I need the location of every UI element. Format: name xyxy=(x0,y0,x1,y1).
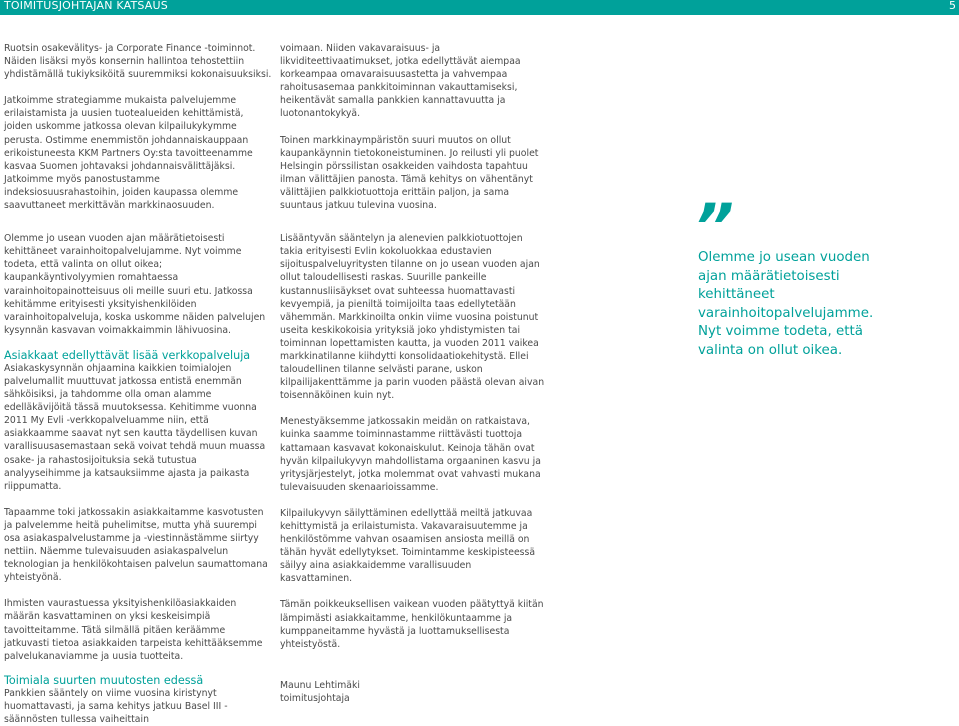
paragraph: Tämän poikkeuksellisen vaikean vuoden päätyttyä kiitän lämpimästi asiakkaitamme, henkilökuntaamme ja kumppaneitamme hyvästä ja luottamuksellisesta yhteistyöstä. xyxy=(280,599,544,650)
signature-name: Maunu Lehtimäki xyxy=(280,679,360,691)
page-number: 5 xyxy=(949,0,956,12)
pull-quote: Olemme jo usean vuoden ajan määrätietoisesti kehittäneet varainhoitopalvelujamme. Nyt voimme todeta, että valinta on ollut oikea. xyxy=(698,250,874,358)
paragraph: Asiakaskysynnän ohjaamina kaikkien toimialojen palvelumallit muuttuvat jatkossa entistä enemmän sähköisiksi, ja tahdomme olla oman alamme edelläkävijöitä tässä muutoksessa. Kehitimme vuonna 2011 My Evli -verkkopalveluamme niin, että asiakkaamme saavat nyt sen kautta täydellisen kuvan varallisuusasemastaan sekä voivat tehdä muun muassa osake- ja rahastosijoituksia sekä tutustua analyyseihimme ja katsauksiimme ajasta ja paikasta riippumatta. xyxy=(4,362,266,492)
paragraph: voimaan. Niiden vakavaraisuus- ja likviditeettivaatimukset, jotka edellyttävät aiempaa korkeampaa omavaraisuusastetta ja vahvempaa rahoitusasemaa pankkitoiminnan vakauttamiseksi, heikentävät samalla pankkien kannattavuutta ja luotonantokykyä. xyxy=(280,43,521,120)
paragraph: Jatkoimme strategiamme mukaista palvelujemme erilaistamista ja uusien tuotealueiden kehittämistä, joiden uskomme jatkossa olevan kilpailukykymme perusta. Ostimme enemmistön johdannaiskauppaan erikoistuneesta KKM Partners Oy:sta tavoitteenamme kasvaa Suomen johtavaksi johdannaisvälittäjäksi. Jatkoimme myös panostustamme indeksiosuusrahastoihin, joiden kaupassa olemme saavuttaneet merkittävän markkinaosuuden. xyxy=(4,95,253,212)
section-title: TOIMITUSJOHTAJAN KATSAUS xyxy=(4,0,168,12)
page-header xyxy=(0,0,959,15)
paragraph: Ihmisten vaurastuessa yksityishenkilöasiakkaiden määrän kasvattaminen on yksi keskeisimpiä tavoitteitamme. Tätä silmällä pitäen keräämme jatkuvasti tietoa asiakkaiden tarpeista kehittääksemme palvelukanaviamme ja uusia tuotteita. xyxy=(4,598,263,662)
paragraph: Tapaamme toki jatkossakin asiakkaitamme kasvotusten ja palvelemme heitä puhelimitse, mutta yhä suurempi osa asiakaspalvelustamme ja -viestinnästämme siirtyy nettiin. Näemme tulevaisuuden asiakaspalvelun teknologian ja henkilökohtaisen palvelun saumattomana yhteistyönä. xyxy=(4,506,268,584)
paragraph: Olemme jo usean vuoden ajan määrätietoisesti kehittäneet varainhoitopalvelujamme. Nyt voimme todeta, että valinta on ollut oikea; kaupankäyntivolyymien romahtaessa varainhoitopainotteisuus oli meille suuri etu. Jatkossa kehitämme erityisesti yksityishenkilöiden varainhoitopalveluja, koska uskomme näiden palvelujen kysynnän kasvavan voimakkaimmin lähivuosina. xyxy=(4,233,266,336)
text-column-middle xyxy=(280,42,546,705)
paragraph: Toinen markkinaympäristön suuri muutos on ollut kaupankäynnin tietokoneistuminen. Jo reilusti yli puolet Helsingin pörssilistan osakkeiden vaihdosta tapahtuu ilman välittäjien panosta. Tämä kehitys on vähentänyt välittäjien palkkiotuottoja erittäin paljon, ja sama suuntaus jatkuu tulevina vuosina. xyxy=(280,134,539,212)
paragraph: Pankkien sääntely on viime vuosina kiristynyt huomattavasti, ja sama kehitys jatkuu Basel III -säännösten tullessa vaiheittain xyxy=(4,687,228,726)
quote-marks-icon: ” xyxy=(694,190,730,263)
paragraph: Ruotsin osakevälitys- ja Corporate Finance -toiminnot. Näiden lisäksi myös konsernin hallintoa tehostettiin yhdistämällä tukiyksiköitä suuremmiksi kokonaisuuksiksi. xyxy=(4,43,272,81)
section-heading: Toimiala suurten muutosten edessä xyxy=(4,673,204,687)
paragraph: Kilpailukyvyn säilyttäminen edellyttää meiltä jatkuvaa kehittymistä ja erilaistumista. Vakavaraisuutemme ja henkilöstömme vahvan osaamisen ansiosta meillä on tähän hyvät edellytykset. Toimintamme keskipisteessä säilyy aina asiakkaidemme varallisuuden kasvattaminen. xyxy=(280,507,536,585)
paragraph: Lisääntyvän sääntelyn ja alenevien palkkiotuottojen takia erityisesti Evlin kokoluokkaa edustavien sijoituspalveluyritysten tilanne on jo usean vuoden ajan ollut taloudellisesti raskas. Suurille pankeille kustannusliisäykset ovat suhteessa huomattavasti kevyempiä, ja pieniltä toimijoilta taas edellytetään vähemmän. Markkinoilta onkin viime vuosina poistunut useita keskikokoisia yrityksiä joko yhdistymisten tai toiminnan lopettamisten kautta, ja vuoden 2011 vaikea markkinatilanne kiihdytti konsolidaatiokehitystä. Ellei taloudellinen tilanne selvästi parane, uskon kilpailijakenttämme ja parin vuoden päästä olevan aivan toisennäköinen kuin nyt. xyxy=(280,233,545,402)
paragraph: Menestyäksemme jatkossakin meidän on ratkaistava, kuinka saamme toiminnastamme riittävästi tuottoja kattamaan kasvavat kokonaiskulut. Keinoja tähän ovat hyvän kilpailukyvyn mahdollistama orgaaninen kasvu ja yritysjärjestelyt, jotka molemmat ovat vahvasti mukana tulevaisuuden skenaarioissamme. xyxy=(280,416,541,493)
signature-title: toimitusjohtaja xyxy=(280,692,350,704)
text-column-left xyxy=(4,42,272,726)
section-heading: Asiakkaat edellyttävät lisää verkkopalveluja xyxy=(4,348,251,362)
